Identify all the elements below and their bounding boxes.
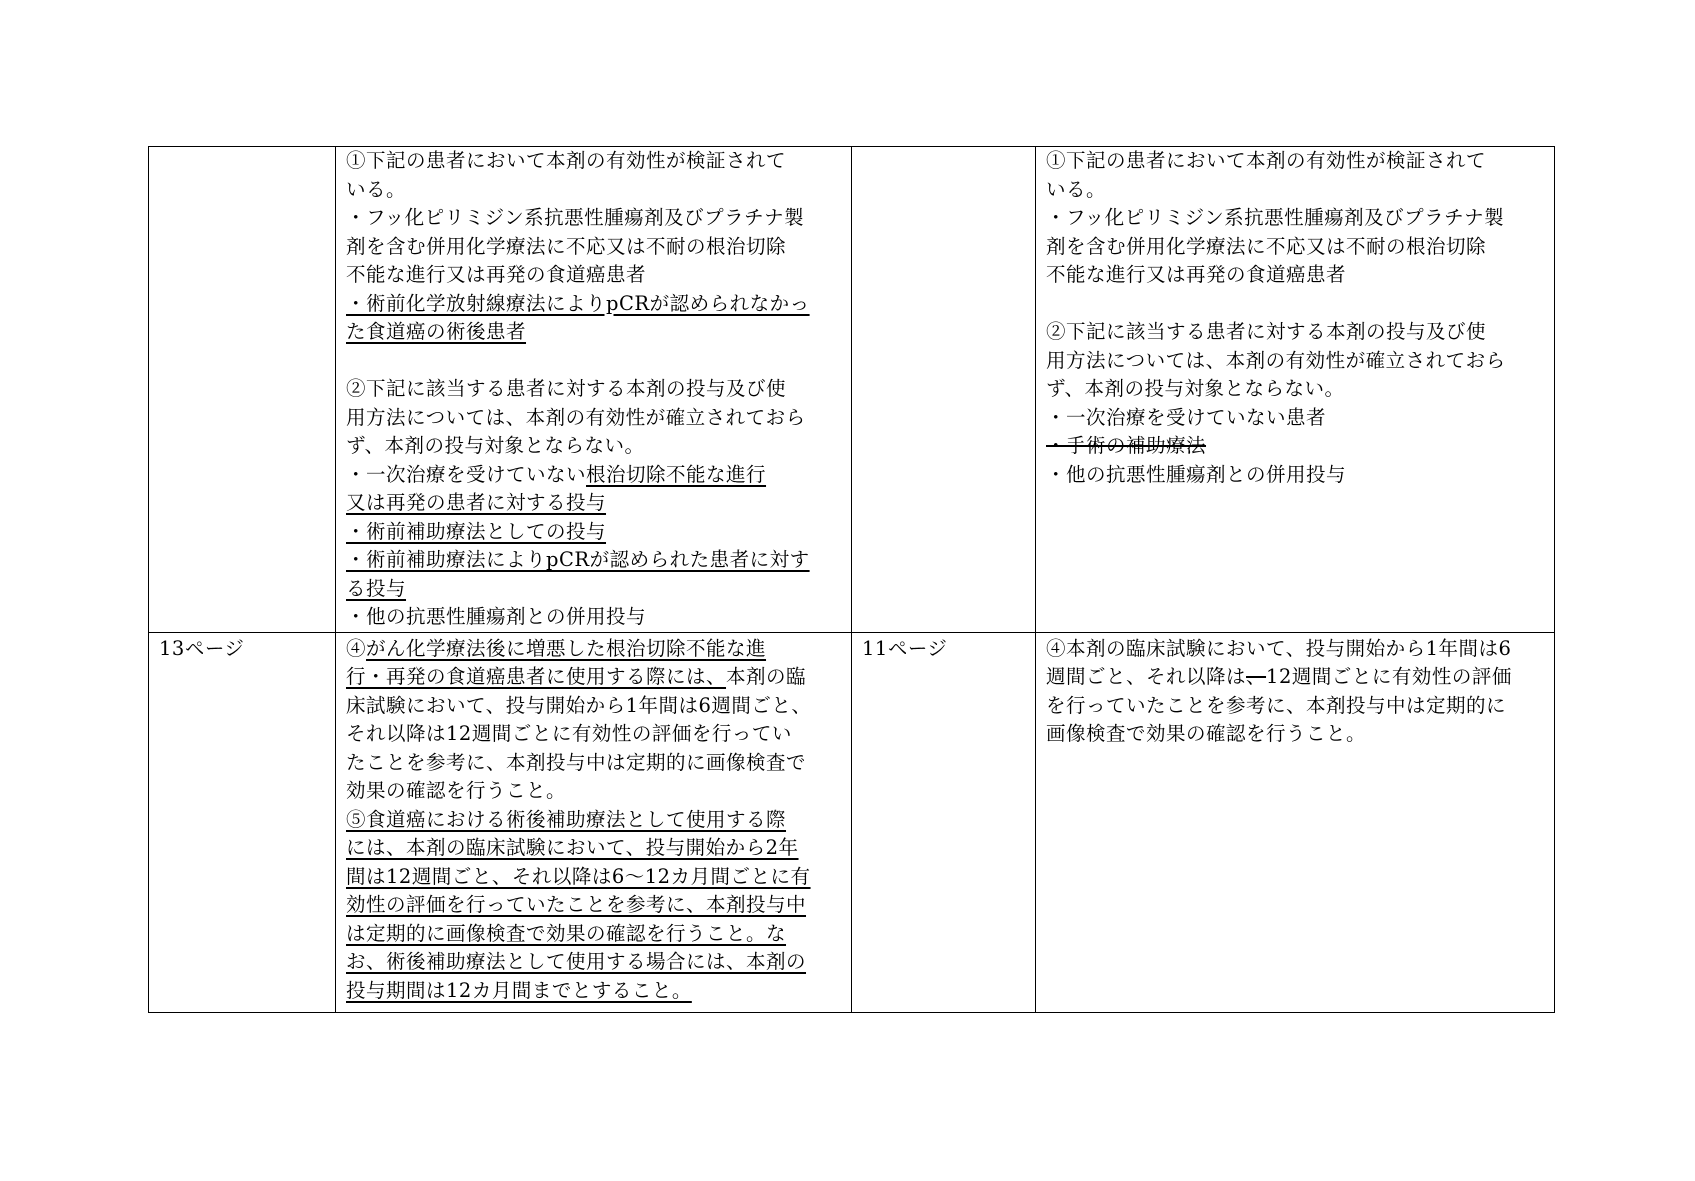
text-line: それ以降は12週間ごとに有効性の評価を行ってい (346, 722, 792, 745)
text-line: 画像検査で効果の確認を行うこと。 (1046, 722, 1367, 745)
underlined-text: 根治切除不能な進行 (586, 462, 767, 486)
underlined-text: 又は再発の患者に対する投与 (346, 491, 607, 514)
underlined-text: 行・再発の食道癌患者に使用する際には、 (346, 665, 727, 688)
struck-text: 、 (1246, 665, 1267, 688)
text-line: を行っていたことを参考に、本剤投与中は定期的に (1046, 693, 1507, 717)
underlined-text: ・術前補助療法によりpCRが認められた患者に対す (346, 548, 810, 571)
page-number: 11ページ (862, 636, 948, 660)
underlined-text: ⑤食道癌における術後補助療法として使用する際 (346, 807, 787, 831)
text-line: 剤を含む併用化学療法に不応又は不耐の根治切除 (1046, 234, 1487, 258)
text-line: ず、本剤の投与対象とならない。 (1046, 377, 1345, 400)
new-text-cell (336, 147, 852, 633)
underlined-text: ・術前化学放射線療法によりpCRが認められなかっ (346, 291, 810, 315)
page-cell-new (149, 147, 336, 633)
comparison-table (148, 146, 1555, 1013)
text-line: ・他の抗悪性腫瘍剤との併用投与 (1046, 462, 1347, 486)
text-segment: 本剤の臨 (726, 665, 807, 688)
underlined-text: には、本剤の臨床試験において、投与開始から2年 (346, 836, 799, 859)
table-row (149, 147, 1555, 633)
text-line: 用方法については、本剤の有効性が確立されておら (346, 405, 806, 429)
page-cell-old (852, 147, 1036, 633)
text-line: いる。 (1046, 177, 1107, 201)
text-line: ②下記に該当する患者に対する本剤の投与及び使 (346, 377, 787, 400)
text-line: ・他の抗悪性腫瘍剤との併用投与 (346, 605, 647, 628)
underlined-text: ・術前補助療法としての投与 (346, 519, 607, 543)
text-segment: 12週間ごとに有効性の評価 (1266, 665, 1512, 688)
page-number: 13ページ (159, 636, 245, 660)
text-line: ④本剤の臨床試験において、投与開始から1年間は6 (1046, 636, 1512, 660)
underlined-text: た食道癌の術後患者 (346, 320, 527, 343)
text-line: いる。 (346, 177, 407, 201)
text-line: 剤を含む併用化学療法に不応又は不耐の根治切除 (346, 234, 787, 258)
text-line: ず、本剤の投与対象とならない。 (346, 434, 645, 457)
old-text-cell (1036, 632, 1555, 1012)
text-segment: ・一次治療を受けていない (346, 462, 587, 486)
table-row (149, 632, 1555, 1012)
text-line: たことを参考に、本剤投与中は定期的に画像検査で (346, 750, 807, 774)
underlined-text: がん化学療法後に増悪した根治切除不能な進 (366, 636, 767, 660)
underlined-text: 効性の評価を行っていたことを参考に、本剤投与中 (346, 893, 807, 916)
page-cell-new (149, 632, 336, 1012)
page-cell-old (852, 632, 1036, 1012)
old-text-cell (1036, 147, 1555, 633)
struck-text: ・手術の補助療法 (1046, 434, 1207, 457)
text-line: 不能な進行又は再発の食道癌患者 (1046, 263, 1347, 286)
text-line: 不能な進行又は再発の食道癌患者 (346, 263, 647, 286)
text-segment: 週間ごと、それ以降は (1046, 665, 1247, 688)
underlined-text: 間は12週間ごと、それ以降は6～12カ月間ごとに有 (346, 864, 811, 888)
text-line: ・フッ化ピリミジン系抗悪性腫瘍剤及びプラチナ製 (346, 206, 805, 229)
underlined-text: は定期的に画像検査で効果の確認を行うこと。な (346, 921, 787, 945)
text-segment: ④ (346, 636, 367, 660)
text-line: ①下記の患者において本剤の有効性が検証されて (346, 149, 787, 172)
text-line: 用方法については、本剤の有効性が確立されておら (1046, 348, 1506, 372)
text-line: ・一次治療を受けていない患者 (1046, 405, 1327, 429)
underlined-text: お、術後補助療法として使用する場合には、本剤の (346, 950, 807, 973)
new-text-cell (336, 632, 852, 1012)
underlined-text: る投与 (346, 576, 407, 600)
text-line: ・フッ化ピリミジン系抗悪性腫瘍剤及びプラチナ製 (1046, 206, 1505, 229)
text-line: ①下記の患者において本剤の有効性が検証されて (1046, 149, 1487, 172)
underlined-text: 投与期間は12カ月間までとすること。 (346, 978, 692, 1002)
text-line: ②下記に該当する患者に対する本剤の投与及び使 (1046, 320, 1487, 343)
text-line: 効果の確認を行うこと。 (346, 779, 567, 802)
text-line: 床試験において、投与開始から1年間は6週間ごと、 (346, 693, 812, 717)
